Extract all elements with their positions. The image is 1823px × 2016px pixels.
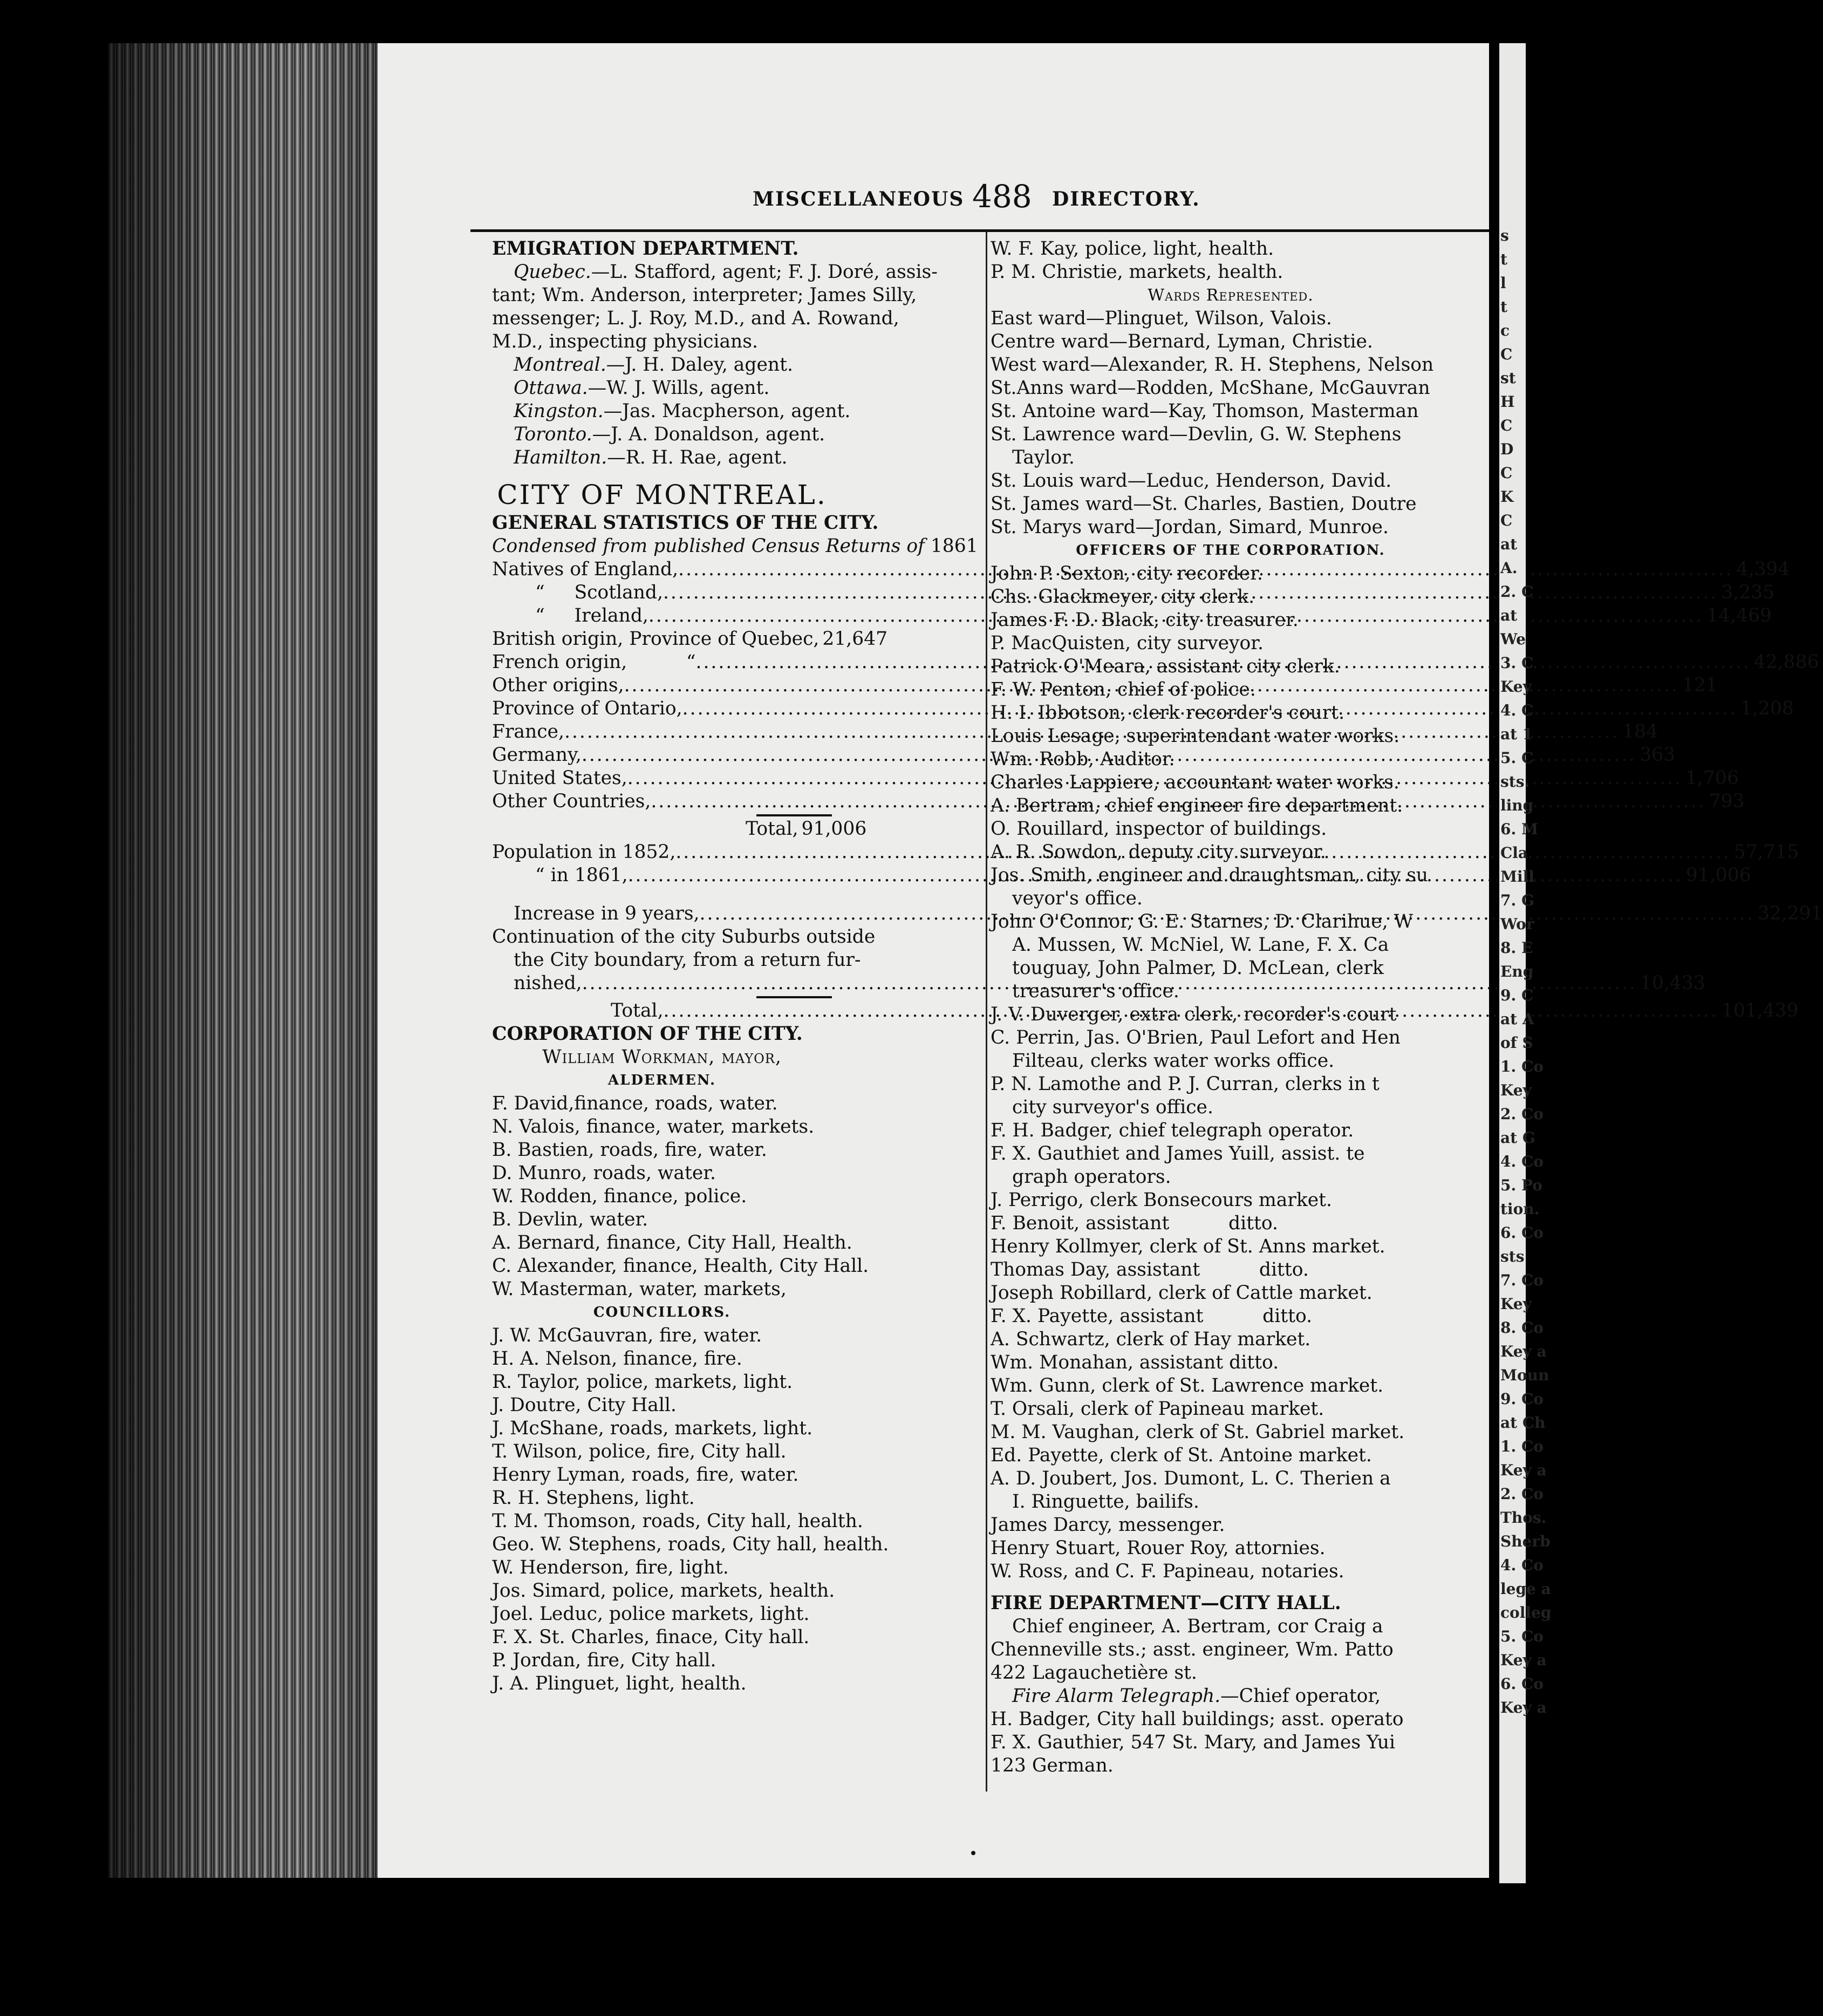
officer-entry: city surveyor's office. (1012, 1096, 1213, 1118)
adjacent-fragment: 6. Co (1500, 1675, 1544, 1693)
adjacent-fragment: of S (1500, 1034, 1533, 1052)
alderman-entry: B. Devlin, water. (492, 1209, 648, 1230)
ward-entry: Taylor. (1012, 447, 1075, 468)
officer-entry: Joseph Robillard, clerk of Cattle market. (991, 1282, 1373, 1304)
officer-entry: J. Perrigo, clerk Bonsecours market. (991, 1189, 1332, 1211)
emigration-place: Ottawa. (514, 377, 588, 399)
adjacent-fragment: tion. (1500, 1200, 1540, 1218)
total-value: 91,006 (801, 818, 867, 840)
stats-label: British origin, Province of Quebec, (492, 628, 820, 650)
ward-entry: Centre ward—Bernard, Lyman, Christie. (991, 331, 1373, 352)
increase-label: Increase in 9 years, (514, 903, 700, 924)
adjacent-fragment: 4. Co (1500, 1153, 1544, 1170)
adjacent-fragment: C (1500, 464, 1513, 482)
stats-label: “ Scotland, (535, 582, 663, 603)
officer-entry: Thomas Day, assistant ditto. (991, 1259, 1309, 1281)
stats-subtitle (492, 535, 978, 558)
adjacent-fragment: 4. C (1500, 701, 1534, 719)
alderman-entry: W. Rodden, finance, police. (492, 1186, 747, 1207)
adjacent-fragment: Thos. (1500, 1509, 1547, 1527)
page-header (378, 178, 1489, 221)
adjacent-fragment: 2. Co (1500, 1105, 1544, 1123)
wards-title: Wards Represented. (1148, 286, 1314, 305)
adjacent-fragment: Mill (1500, 868, 1534, 886)
emigration-place: Quebec. (514, 261, 591, 283)
adjacent-fragment: at 1 (1500, 725, 1533, 743)
adjacent-fragment: A. (1500, 559, 1518, 577)
adjacent-fragment: lege a (1500, 1580, 1551, 1598)
councillor-entry: T. Wilson, police, fire, City hall. (492, 1441, 787, 1462)
officer-entry: Jos. Smith, engineer and draughtsman, city su (991, 864, 1429, 886)
population-1852-label: Population in 1852, (492, 841, 676, 863)
officer-entry: A. Bertram, chief engineer fire department. (991, 795, 1403, 816)
ward-entry: West ward—Alexander, R. H. Stephens, Nelson (991, 354, 1434, 376)
header-left: MISCELLANEOUS (753, 188, 965, 210)
officer-entry: touguay, John Palmer, D. McLean, clerk (1012, 957, 1384, 979)
officer-entry: C. Perrin, Jas. O'Brien, Paul Lefort and Hen (991, 1027, 1401, 1048)
stats-label: Other origins, (492, 675, 624, 696)
officer-entry: F. X. Gauthiet and James Yuill, assist. te (991, 1143, 1365, 1164)
corporation-title: CORPORATION OF THE CITY. (492, 1023, 803, 1045)
adjacent-fragment: 5. C (1500, 749, 1534, 767)
population-1861-label: “ in 1861, (535, 864, 628, 886)
councillors-list (492, 1324, 889, 1695)
adjacent-fragment: c (1500, 322, 1510, 339)
officer-entry: A. R. Sowdon, deputy city surveyor. (991, 841, 1326, 863)
officer-entry: veyor's office. (1012, 888, 1143, 909)
councillor-entry: Henry Lyman, roads, fire, water. (492, 1464, 799, 1486)
officer-entry: Filteau, clerks water works office. (1012, 1050, 1335, 1072)
emigration-line (492, 330, 832, 353)
officer-entry: Henry Stuart, Rouer Roy, attornies. (991, 1537, 1326, 1559)
alderman-entry: A. Bernard, finance, City Hall, Health. (492, 1232, 852, 1254)
officer-entry: F. X. Payette, assistant ditto. (991, 1305, 1313, 1327)
adjacent-fragment: t (1500, 298, 1507, 316)
wards-list (991, 307, 1471, 539)
stats-value: 121 (1682, 675, 1718, 696)
header-right: DIRECTORY. (1052, 188, 1200, 210)
emigration-line (492, 400, 851, 423)
ward-entry: St.Anns ward—Rodden, McShane, McGauvran (991, 377, 1430, 399)
adjacent-fragment: Key (1500, 1295, 1532, 1313)
adjacent-fragment: t (1500, 250, 1507, 268)
population-1852-value: 57,715 (1733, 841, 1799, 863)
officers-list (991, 562, 1471, 1583)
alarm-first: —Chief operator, (1220, 1685, 1381, 1707)
adjacent-fragment: 8. E (1500, 939, 1533, 957)
alderman-entry: N. Valois, finance, water, markets. (492, 1116, 815, 1138)
adjacent-fragment: K (1500, 488, 1514, 506)
stats-label: France, (492, 721, 564, 743)
stats-label: United States, (492, 767, 627, 789)
adjacent-fragment: Key (1500, 678, 1532, 696)
emigration-text: —L. Stafford, agent; F. J. Doré, assis- (591, 261, 938, 283)
adjacent-fragment: 5. Co (1500, 1627, 1544, 1645)
officer-entry: J. V. Duverger, extra clerk, recorder's court (991, 1004, 1397, 1025)
stats-value: 184 (1622, 721, 1658, 743)
stats-row (492, 628, 888, 651)
adjacent-fragment: colleg (1500, 1604, 1552, 1622)
adjacent-fragment: 1. Co (1500, 1438, 1544, 1455)
stats-label: Province of Ontario, (492, 698, 682, 719)
book-fore-edge-shadow (108, 43, 388, 1878)
grand-total-label: Total, (611, 1000, 664, 1021)
emigration-text: tant; Wm. Anderson, interpreter; James Silly, (492, 284, 917, 306)
officer-entry: A. Schwartz, clerk of Hay market. (991, 1329, 1311, 1350)
alderman-entry: C. Alexander, finance, Health, City Hall. (492, 1255, 869, 1277)
adjacent-fragment: 7. G (1500, 891, 1534, 909)
total-row (492, 818, 867, 841)
adjacent-fragment: at (1500, 535, 1518, 553)
emigration-text: —J. A. Donaldson, agent. (592, 424, 825, 445)
fire-list (991, 1615, 1471, 1685)
stats-value: 3,235 (1721, 582, 1775, 603)
stats-year: 1861 (930, 535, 978, 557)
officer-entry: H. I. Ibbotson, clerk recorder's court. (991, 702, 1345, 724)
alderman-entry: P. M. Christie, markets, health. (991, 261, 1283, 283)
councillor-entry: H. A. Nelson, finance, fire. (492, 1348, 742, 1370)
ward-entry: St. Antoine ward—Kay, Thomson, Masterman (991, 400, 1419, 422)
councillor-entry: J. W. McGauvran, fire, water. (492, 1325, 762, 1346)
ward-entry: St. Marys ward—Jordan, Simard, Munroe. (991, 516, 1389, 538)
councillor-entry: Geo. W. Stephens, roads, City hall, health. (492, 1534, 889, 1555)
officer-entry: Ed. Payette, clerk of St. Antoine market. (991, 1445, 1372, 1466)
councillor-entry: J. McShane, roads, markets, light. (492, 1418, 813, 1439)
adjacent-fragment: at G (1500, 1129, 1535, 1147)
adjacent-fragment: 6. Co (1500, 1224, 1544, 1242)
emigration-line (492, 261, 938, 284)
fire-dept-line: 422 Lagauchetière st. (991, 1662, 1197, 1684)
adjacent-fragment: C (1500, 345, 1513, 363)
adjacent-fragment: 6. M (1500, 820, 1538, 838)
right-column (991, 237, 1471, 1777)
adjacent-fragment: Eng (1500, 963, 1534, 980)
ward-entry: St. Lawrence ward—Devlin, G. W. Stephens (991, 424, 1402, 445)
adjacent-fragment: Wor (1500, 915, 1534, 933)
alderman-entry: B. Bastien, roads, fire, water. (492, 1139, 767, 1161)
suburbs-line-1: Continuation of the city Suburbs outside (492, 926, 876, 948)
stats-label: “ Ireland, (535, 605, 648, 626)
officer-entry: James Darcy, messenger. (991, 1514, 1225, 1536)
stats-value: 363 (1640, 744, 1676, 766)
emigration-text: messenger; L. J. Roy, M.D., and A. Rowand, (492, 308, 899, 329)
alderman-entry: D. Munro, roads, water. (492, 1162, 716, 1184)
emigration-line (492, 446, 832, 469)
adjacent-fragment: at Ch (1500, 1414, 1546, 1432)
adjacent-fragment: 2. C (1500, 583, 1534, 601)
header-rule (470, 229, 1489, 232)
adjacent-fragment: sts (1500, 1248, 1525, 1265)
sum-rule-2 (492, 995, 832, 999)
stats-title: GENERAL STATISTICS OF THE CITY. (492, 512, 879, 534)
emigration-line (492, 423, 832, 446)
emigration-text: —R. H. Rae, agent. (607, 447, 788, 468)
officer-entry: P. MacQuisten, city surveyor. (991, 632, 1264, 654)
councillor-entry: R. Taylor, police, markets, light. (492, 1371, 793, 1393)
adjacent-fragment: H (1500, 393, 1515, 411)
emigration-line (492, 377, 832, 400)
fire-dept-line: Chief engineer, A. Bertram, cor Craig a (1012, 1616, 1383, 1637)
adjacent-fragment: 8. Co (1500, 1319, 1544, 1337)
aldermen-title: ALDERMEN. (607, 1072, 716, 1088)
adjacent-fragment: 2. Co (1500, 1485, 1544, 1503)
emigration-text: —J. H. Daley, agent. (606, 354, 793, 376)
alderman-entry: W. F. Kay, police, light, health. (991, 238, 1274, 260)
adjacent-fragment: at A (1500, 1010, 1534, 1028)
councillor-entry: J. A. Plinguet, light, health. (492, 1673, 747, 1694)
ward-entry: East ward—Plinguet, Wilson, Valois. (991, 308, 1332, 329)
councillor-entry: Joel. Leduc, police markets, light. (492, 1603, 810, 1625)
adjacent-fragment: C (1500, 417, 1513, 434)
officer-entry: Charles Lappiere, accountant water works. (991, 772, 1399, 793)
adjacent-fragment: l (1500, 274, 1506, 292)
officer-entry: F. W. Penton, chief of police. (991, 679, 1256, 700)
emigration-place: Kingston. (514, 400, 604, 422)
adjacent-fragment: 5. Po (1500, 1176, 1542, 1194)
adjacent-fragment: 3. C (1500, 654, 1534, 672)
officer-entry: Chs. Glackmeyer, city clerk. (991, 586, 1255, 608)
fire-title: FIRE DEPARTMENT—CITY HALL. (991, 1592, 1341, 1614)
emigration-list (492, 261, 938, 469)
officer-entry: A. D. Joubert, Jos. Dumont, L. C. Therien a (991, 1468, 1391, 1489)
page-dot (971, 1851, 975, 1855)
emigration-text: M.D., inspecting physicians. (492, 331, 758, 352)
officer-entry: Henry Kollmyer, clerk of St. Anns market. (991, 1236, 1385, 1257)
adjacent-fragment: 7. Co (1500, 1271, 1544, 1289)
alarm-line: 123 German. (991, 1755, 1114, 1776)
stats-value: 793 (1709, 791, 1745, 812)
adjacent-fragment: 9. Co (1500, 1390, 1544, 1408)
alarm-list (991, 1708, 1471, 1777)
councillor-entry: Jos. Simard, police, markets, health. (492, 1580, 835, 1602)
stats-value: 4,394 (1736, 559, 1790, 580)
adjacent-fragment: Key a (1500, 1699, 1547, 1717)
adjacent-fragment: D (1500, 440, 1514, 458)
officer-entry: John O'Connor, G. E. Starnes, D. Clarihue, W (991, 911, 1414, 932)
councillors-title: COUNCILLORS. (593, 1304, 731, 1320)
officers-title: OFFICERS OF THE CORPORATION. (1076, 542, 1385, 559)
stats-value: 42,886 (1753, 651, 1819, 673)
officer-entry: Wm. Robb, Auditor. (991, 748, 1175, 770)
adjacent-fragment: Key a (1500, 1461, 1547, 1479)
alarm-line (991, 1685, 1471, 1708)
alderman-entry: W. Masterman, water, markets, (492, 1278, 787, 1300)
total-label: Total, (746, 818, 798, 840)
officer-entry: F. H. Badger, chief telegraph operator. (991, 1120, 1354, 1141)
alderman-entry: F. David,finance, roads, water. (492, 1093, 778, 1114)
suburbs-value: 10,433 (1640, 972, 1705, 994)
page-number: 488 (972, 178, 1032, 215)
officer-entry: Wm. Gunn, clerk of St. Lawrence market. (991, 1375, 1384, 1397)
adjacent-fragment: Moun (1500, 1366, 1549, 1384)
sum-rule (492, 813, 832, 818)
adjacent-fragment: Sherb (1500, 1533, 1551, 1550)
fire-dept-line: Chenneville sts.; asst. engineer, Wm. Patto (991, 1639, 1394, 1660)
officer-entry: M. M. Vaughan, clerk of St. Gabriel market. (991, 1421, 1405, 1443)
officer-entry: John P. Sexton, city recorder. (991, 563, 1263, 584)
councillor-entry: T. M. Thomson, roads, City hall, health. (492, 1510, 863, 1532)
officer-entry: Wm. Monahan, assistant ditto. (991, 1352, 1279, 1373)
adjacent-fragment: ling (1500, 796, 1534, 814)
officer-entry: T. Orsali, clerk of Papineau market. (991, 1398, 1324, 1420)
officer-entry: graph operators. (1012, 1166, 1171, 1188)
suburbs-label: nished, (514, 972, 582, 994)
officer-entry: I. Ringuette, bailifs. (1012, 1491, 1199, 1513)
alarm-heading: Fire Alarm Telegraph. (1012, 1685, 1221, 1707)
officer-entry: W. Ross, and C. F. Papineau, notaries. (991, 1561, 1344, 1582)
adjacent-fragment: Key a (1500, 1651, 1547, 1669)
city-title: CITY OF MONTREAL. (497, 479, 827, 510)
population-1861-value: 91,006 (1685, 864, 1751, 886)
adjacent-fragment: sts. (1500, 773, 1530, 791)
adjacent-fragment: We (1500, 630, 1526, 648)
grand-total-value: 101,439 (1721, 1000, 1799, 1021)
ward-entry: St. James ward—St. Charles, Bastien, Doutre (991, 493, 1417, 515)
stats-value: 1,706 (1685, 767, 1739, 789)
emigration-title: EMIGRATION DEPARTMENT. (492, 238, 799, 260)
emigration-place: Toronto. (514, 424, 592, 445)
adjacent-fragment: Key a (1500, 1343, 1547, 1360)
adjacent-page-edge (1497, 43, 1552, 1883)
right-top-list (991, 237, 1471, 284)
adjacent-fragment: st (1500, 369, 1516, 387)
stats-label: French origin, “ (492, 651, 696, 673)
officer-entry: F. Benoit, assistant ditto. (991, 1213, 1278, 1234)
emigration-line (492, 353, 832, 377)
alarm-line: F. X. Gauthier, 547 St. Mary, and James Yui (991, 1732, 1396, 1753)
stats-value: 1,208 (1740, 698, 1794, 719)
emigration-line (492, 307, 899, 330)
increase-value: 32,291 (1757, 903, 1823, 924)
adjacent-fragment: 1. Co (1500, 1058, 1544, 1075)
adjacent-fragment: C (1500, 512, 1513, 529)
officer-entry: P. N. Lamothe and P. J. Curran, clerks in t (991, 1073, 1380, 1095)
emigration-place: Hamilton. (514, 447, 607, 468)
officer-entry: James F. D. Black, city treasurer. (991, 609, 1299, 631)
adjacent-fragment: Key (1500, 1081, 1532, 1099)
officer-entry: Louis Lesage, superintendant water works. (991, 725, 1400, 747)
emigration-line (492, 284, 917, 307)
stats-label: Germany, (492, 744, 582, 766)
emigration-text: —W. J. Wills, agent. (588, 377, 770, 399)
ward-entry: St. Louis ward—Leduc, Henderson, David. (991, 470, 1392, 492)
officer-entry: treasurer's office. (1012, 980, 1179, 1002)
emigration-text: —Jas. Macpherson, agent. (603, 400, 851, 422)
stats-value: 21,647 (822, 628, 888, 650)
councillor-entry: P. Jordan, fire, City hall. (492, 1650, 716, 1671)
officer-entry: A. Mussen, W. McNiel, W. Lane, F. X. Ca (1012, 934, 1389, 956)
adjacent-fragment: 9. C (1500, 986, 1534, 1004)
mayor: William Workman, mayor, (542, 1046, 782, 1068)
adjacent-fragment: Cla (1500, 844, 1528, 862)
stats-label: Natives of England, (492, 559, 679, 580)
alarm-line: H. Badger, City hall buildings; asst. operato (991, 1708, 1404, 1730)
adjacent-fragment: at (1500, 607, 1518, 624)
stats-label: Other Countries, (492, 791, 651, 812)
suburbs-line-2: the City boundary, from a return fur- (514, 949, 861, 971)
emigration-place: Montreal. (514, 354, 606, 376)
councillor-entry: F. X. St. Charles, finace, City hall. (492, 1626, 810, 1648)
officer-entry: Patrick O'Meara, assistant city clerk. (991, 656, 1340, 677)
stats-subtitle-text: Condensed from published Census Returns of (492, 535, 925, 557)
councillor-entry: J. Doutre, City Hall. (492, 1394, 677, 1416)
officer-entry: O. Rouillard, inspector of buildings. (991, 818, 1327, 840)
councillor-entry: R. H. Stephens, light. (492, 1487, 695, 1509)
adjacent-fragment: 4. Co (1500, 1556, 1544, 1574)
councillor-entry: W. Henderson, fire, light. (492, 1557, 729, 1578)
adjacent-fragment: s (1500, 227, 1509, 244)
stats-value: 14,469 (1706, 605, 1772, 626)
aldermen-list (492, 1092, 869, 1301)
